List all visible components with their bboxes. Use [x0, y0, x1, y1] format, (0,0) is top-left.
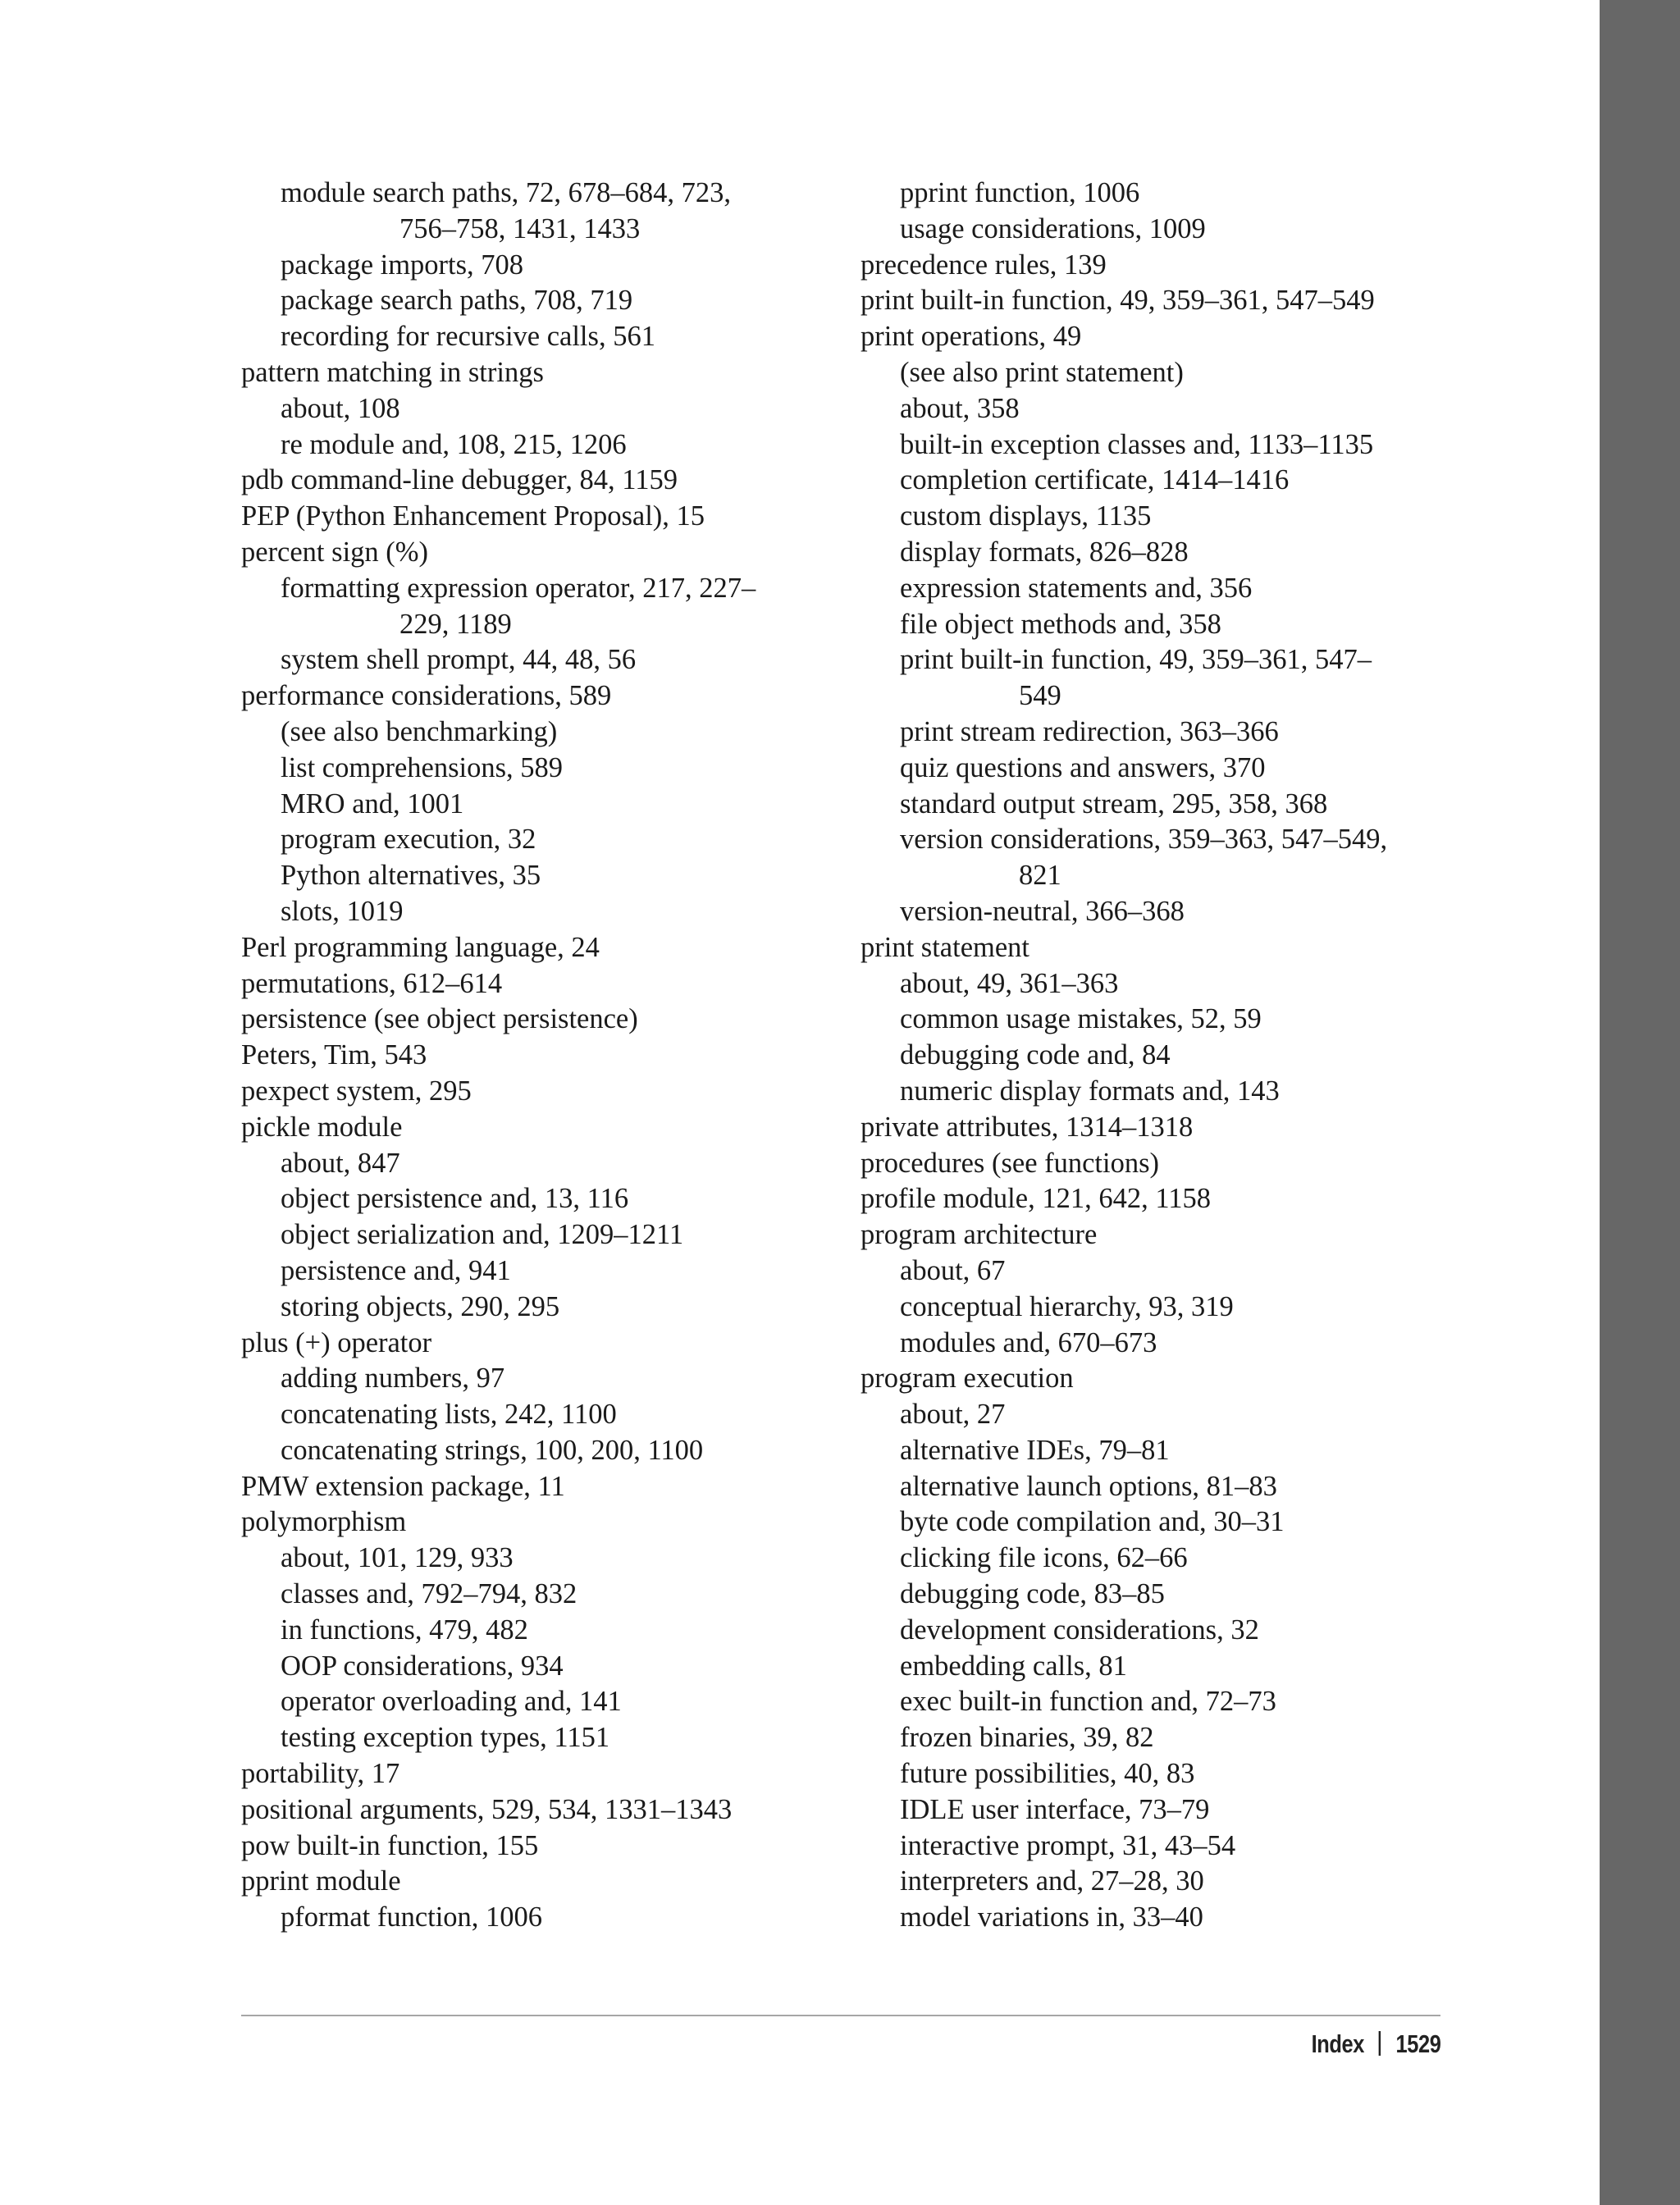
- index-entry: Peters, Tim, 543: [241, 1039, 427, 1071]
- index-entry: performance considerations, 589: [241, 680, 612, 712]
- index-subentry: embedding calls, 81: [900, 1650, 1127, 1682]
- index-entry: Perl programming language, 24: [241, 931, 600, 963]
- page-number: 1529: [1395, 2029, 1440, 2058]
- index-subentry: custom displays, 1135: [900, 500, 1152, 532]
- footer-rule: [241, 2015, 1440, 2016]
- index-subentry: (see also print statement): [900, 356, 1184, 388]
- index-entry: print operations, 49: [861, 321, 1082, 353]
- index-entry-continuation: 756–758, 1431, 1433: [399, 212, 641, 244]
- index-entry: program execution: [861, 1363, 1074, 1395]
- index-subentry: OOP considerations, 934: [281, 1650, 564, 1682]
- index-subentry: program execution, 32: [281, 824, 536, 856]
- index-subentry: development considerations, 32: [900, 1614, 1259, 1646]
- index-column-left: [241, 176, 865, 1936]
- index-subentry: testing exception types, 1151: [281, 1722, 610, 1754]
- index-subentry: completion certificate, 1414–1416: [900, 464, 1290, 496]
- index-subentry: model variations in, 33–40: [900, 1901, 1203, 1933]
- index-subentry: classes and, 792–794, 832: [281, 1578, 578, 1610]
- index-subentry: interpreters and, 27–28, 30: [900, 1865, 1204, 1897]
- index-subentry: conceptual hierarchy, 93, 319: [900, 1290, 1234, 1322]
- index-subentry: system shell prompt, 44, 48, 56: [281, 644, 637, 676]
- index-subentry: formatting expression operator, 217, 227–: [281, 572, 756, 604]
- index-entry: program architecture: [861, 1219, 1098, 1251]
- index-entry: pattern matching in strings: [241, 356, 544, 388]
- index-subentry: recording for recursive calls, 561: [281, 321, 655, 353]
- index-subentry: alternative launch options, 81–83: [900, 1470, 1277, 1502]
- index-subentry: clicking file icons, 62–66: [900, 1542, 1188, 1574]
- page-edge-tab: [1600, 0, 1680, 2205]
- index-entry: permutations, 612–614: [241, 967, 503, 999]
- index-subentry: about, 101, 129, 933: [281, 1542, 514, 1574]
- index-subentry: file object methods and, 358: [900, 608, 1221, 640]
- index-subentry: in functions, 479, 482: [281, 1614, 528, 1646]
- index-subentry: about, 67: [900, 1254, 1006, 1286]
- index-entry: PEP (Python Enhancement Proposal), 15: [241, 500, 705, 532]
- index-subentry: debugging code and, 84: [900, 1039, 1171, 1071]
- index-entry: profile module, 121, 642, 1158: [861, 1183, 1212, 1215]
- index-subentry: frozen binaries, 39, 82: [900, 1722, 1154, 1754]
- index-subentry: quiz questions and answers, 370: [900, 751, 1266, 783]
- index-subentry: module search paths, 72, 678–684, 723,: [281, 177, 732, 208]
- index-entry-continuation: 549: [1019, 680, 1061, 712]
- index-subentry: print built-in function, 49, 359–361, 547–: [900, 644, 1372, 676]
- index-entry: portability, 17: [241, 1758, 400, 1790]
- index-entry: precedence rules, 139: [861, 249, 1107, 281]
- index-subentry: MRO and, 1001: [281, 788, 464, 819]
- index-subentry: operator overloading and, 141: [281, 1686, 622, 1718]
- index-subentry: about, 108: [281, 392, 400, 424]
- index-subentry: pprint function, 1006: [900, 177, 1140, 208]
- index-subentry: storing objects, 290, 295: [281, 1290, 560, 1322]
- index-subentry: IDLE user interface, 73–79: [900, 1793, 1210, 1825]
- index-entry: PMW extension package, 11: [241, 1470, 565, 1502]
- index-subentry: byte code compilation and, 30–31: [900, 1506, 1285, 1538]
- index-subentry: persistence and, 941: [281, 1254, 511, 1286]
- index-subentry: package search paths, 708, 719: [281, 285, 633, 317]
- index-subentry: list comprehensions, 589: [281, 751, 564, 783]
- index-entry: procedures (see functions): [861, 1147, 1160, 1179]
- index-entry: pexpect system, 295: [241, 1075, 472, 1107]
- index-subentry: (see also benchmarking): [281, 715, 558, 747]
- index-entry: positional arguments, 529, 534, 1331–1343: [241, 1793, 733, 1825]
- index-subentry: future possibilities, 40, 83: [900, 1758, 1195, 1790]
- index-subentry: numeric display formats and, 143: [900, 1075, 1280, 1107]
- index-subentry: alternative IDEs, 79–81: [900, 1434, 1170, 1466]
- index-subentry: adding numbers, 97: [281, 1363, 505, 1395]
- index-subentry: slots, 1019: [281, 895, 404, 927]
- index-subentry: display formats, 826–828: [900, 536, 1189, 568]
- index-subentry: pformat function, 1006: [281, 1901, 543, 1933]
- page-footer: [1311, 2029, 1440, 2059]
- index-entry: print statement: [861, 931, 1029, 963]
- index-subentry: usage considerations, 1009: [900, 212, 1206, 244]
- index-entry: pprint module: [241, 1865, 401, 1897]
- index-subentry: concatenating strings, 100, 200, 1100: [281, 1434, 704, 1466]
- index-column-right: [861, 176, 1484, 1936]
- footer-separator: [1379, 2031, 1381, 2056]
- index-subentry: common usage mistakes, 52, 59: [900, 1003, 1262, 1035]
- index-subentry: about, 847: [281, 1147, 400, 1179]
- index-subentry: object persistence and, 13, 116: [281, 1183, 629, 1215]
- index-subentry: built-in exception classes and, 1133–1135: [900, 428, 1374, 460]
- index-subentry: print stream redirection, 363–366: [900, 715, 1279, 747]
- index-subentry: object serialization and, 1209–1211: [281, 1219, 684, 1251]
- index-entry: plus (+) operator: [241, 1326, 432, 1358]
- index-entry: private attributes, 1314–1318: [861, 1111, 1194, 1143]
- index-subentry: about, 358: [900, 392, 1020, 424]
- index-subentry: modules and, 670–673: [900, 1326, 1157, 1358]
- index-subentry: debugging code, 83–85: [900, 1578, 1165, 1610]
- index-subentry: about, 49, 361–363: [900, 967, 1119, 999]
- index-entry-continuation: 229, 1189: [399, 608, 512, 640]
- index-subentry: expression statements and, 356: [900, 572, 1253, 604]
- index-subentry: interactive prompt, 31, 43–54: [900, 1829, 1236, 1861]
- index-subentry: version considerations, 359–363, 547–549,: [900, 824, 1388, 856]
- index-entry: print built-in function, 49, 359–361, 547–549: [861, 285, 1375, 317]
- index-subentry: about, 27: [900, 1399, 1006, 1431]
- index-entry: pickle module: [241, 1111, 403, 1143]
- index-entry: persistence (see object persistence): [241, 1003, 638, 1035]
- index-entry: pdb command-line debugger, 84, 1159: [241, 464, 678, 496]
- index-subentry: version-neutral, 366–368: [900, 895, 1185, 927]
- index-entry-continuation: 821: [1019, 860, 1061, 892]
- index-subentry: Python alternatives, 35: [281, 860, 541, 892]
- index-subentry: package imports, 708: [281, 249, 524, 281]
- index-subentry: standard output stream, 295, 358, 368: [900, 788, 1328, 819]
- footer-section-label: Index: [1311, 2029, 1364, 2058]
- index-subentry: exec built-in function and, 72–73: [900, 1686, 1276, 1718]
- index-entry: pow built-in function, 155: [241, 1829, 539, 1861]
- index-subentry: concatenating lists, 242, 1100: [281, 1399, 617, 1431]
- index-entry: polymorphism: [241, 1506, 407, 1538]
- index-subentry: re module and, 108, 215, 1206: [281, 428, 627, 460]
- index-entry: percent sign (%): [241, 536, 428, 568]
